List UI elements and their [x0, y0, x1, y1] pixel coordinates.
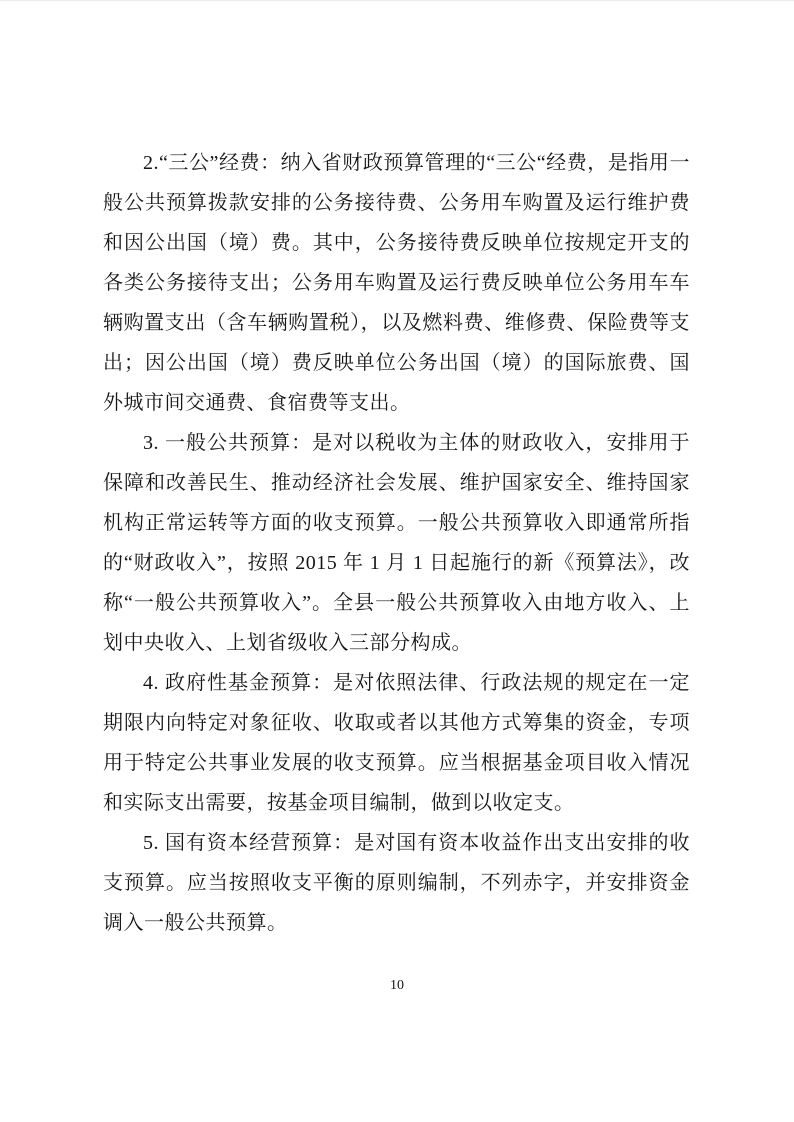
paragraph-state-capital-budget-definition: 5. 国有资本经营预算：是对国有资本收益作出支出安排的收支预算。应当按照收支平衡的原则编制，不列赤字，并安排资金调入一般公共预算。 — [103, 832, 690, 934]
paragraph-general-public-budget-definition: 3. 一般公共预算：是对以税收为主体的财政收入，安排用于保障和改善民生、推动经济社会发展、维护国家安全、维持国家机构正常运转等方面的收支预算。一般公共预算收入即通常所指的“财政收入”，按照 2015 年 1 月 1 日起施行的新《预算法》，改称“一般公共预算收入”。全县一般公共预算收入由地方收入、上划中央收入、上划省级收入三部分构成。 — [103, 432, 690, 654]
document-body — [103, 143, 690, 943]
paragraph-sangong-funds-definition: 2.“三公”经费：纳入省财政预算管理的“三公“经费，是指用一般公共预算拨款安排的公务接待费、公务用车购置及运行维护费和因公出国（境）费。其中，公务接待费反映单位按规定开支的各类公务接待支出；公务用车购置及运行费反映单位公务用车车辆购置支出（含车辆购置税），以及燃料费、维修费、保险费等支出；因公出国（境）费反映单位公务出国（境）的国际旅费、国外城市间交通费、食宿费等支出。 — [103, 152, 690, 414]
paragraph-government-fund-budget-definition: 4. 政府性基金预算：是对依照法律、行政法规的规定在一定期限内向特定对象征收、收取或者以其他方式筹集的资金，专项用于特定公共事业发展的收支预算。应当根据基金项目收入情况和实际支出需要，按基金项目编制，做到以收定支。 — [103, 672, 690, 814]
page-number: 10 — [390, 978, 404, 993]
